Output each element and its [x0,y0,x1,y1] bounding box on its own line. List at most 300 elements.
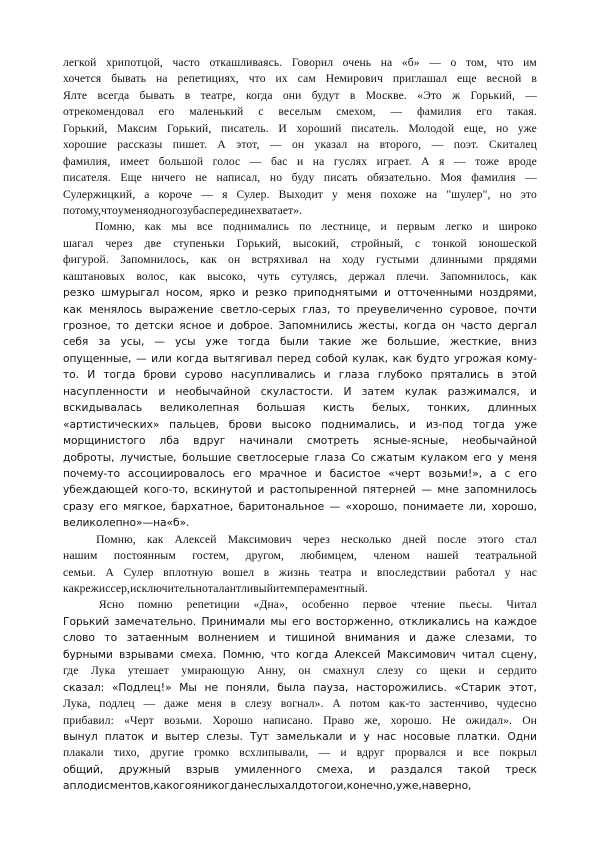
word: «Это [417,88,442,102]
word: Еще [120,171,142,185]
word: тихо, [113,746,140,760]
word: насупливались [230,368,316,382]
word: угрожая [453,351,502,365]
word: смеха, [316,762,354,776]
word: Немирович [325,72,383,86]
word: за [98,335,111,349]
word: тонкой [432,236,467,250]
word: хорошо. [390,713,432,727]
word: сразу [63,499,94,513]
text-line [63,762,537,778]
word: рассказы [117,138,163,152]
word: даже [164,697,189,711]
word: — [142,516,154,530]
word: аплодисментов, [63,779,154,793]
word: и [314,466,322,480]
word: разжимался, [447,384,520,398]
word: того [311,779,337,793]
word: дружный [118,762,171,776]
word: будут [311,88,340,102]
word: темпераментный. [279,582,368,595]
word: как [179,269,196,283]
word: о [450,56,457,69]
word: же, [364,713,381,727]
word: — [201,187,214,201]
word: никогда [197,779,244,793]
word: второго, [379,138,422,152]
word: лба [159,434,180,448]
text-line [63,713,537,729]
word: вынул [63,729,98,743]
word: том, [465,56,488,69]
word: когда [245,88,273,102]
word: «б». [166,516,190,530]
text-line [63,680,537,696]
word: уже, [395,779,422,793]
word: опущенные, [63,351,132,365]
word: что [248,72,266,86]
word: кулак [404,384,438,398]
text-line [63,630,537,646]
word: у [497,450,504,464]
word: светлосерые [236,450,309,464]
word: слыхал [257,779,298,793]
word: другие [149,746,184,760]
word: дней [402,532,427,546]
paragraph [63,597,537,794]
word: — [143,697,156,711]
word: чудесно [496,697,537,711]
word: резко [63,286,95,300]
word: «артистических» [63,417,160,431]
word: мрачное [259,466,307,480]
word: легкой [63,56,97,69]
word: в [263,565,270,579]
word: как [63,302,83,316]
word: менялось [89,302,143,316]
word: не [244,203,256,217]
word: поэт. [453,138,479,152]
word: короче [158,187,193,201]
word: возьми!», [428,466,483,480]
word: Сулержицкий, [63,187,136,201]
word: то. [63,368,80,382]
word: почти [504,302,537,316]
word: Горький, [470,88,515,102]
word: скуластости. [260,384,334,398]
word: замелькали [276,729,343,743]
word: застенчиво, [429,697,488,711]
word: были [280,335,309,349]
word: его [476,105,493,119]
word: Лука, [63,697,91,711]
word: вогнал». [280,697,324,711]
word: — [135,351,147,365]
word: любимцем, [300,549,357,563]
word: хорошо, [491,499,537,513]
word: стал [515,532,537,546]
word: держал [348,269,386,283]
word: смеха. [179,647,217,661]
word: стройный, [350,236,404,250]
word: играет. [376,154,412,168]
word: сурово [184,368,223,382]
word: — [431,138,444,152]
word: и [380,220,387,234]
word: тогда [237,335,270,349]
word: понимаете [402,499,464,513]
word: — [269,138,282,152]
word: умирающую [181,664,245,678]
word: возьми. [163,713,203,727]
word: пятерней [362,483,416,497]
text-line [63,647,537,663]
word: веселым [278,105,322,119]
word: большие [182,450,232,464]
word: будто [416,351,450,365]
word: Не [441,713,456,727]
text-line [63,154,537,170]
word: необычайной [175,384,251,398]
word: я [191,779,198,793]
word: поднимались, [321,417,400,431]
word: ж [452,88,461,102]
word: и [482,220,489,234]
word: начинали [239,434,293,448]
word: писателя. [63,171,111,185]
word: широко [498,220,537,234]
word: или [151,351,172,365]
word: то [524,631,537,645]
word: ожидал». [465,713,513,727]
word: буду [291,171,315,185]
word: хрипотцой, [105,56,163,69]
word: такие [318,335,352,349]
word: Помню, [222,647,265,661]
word: Ялте [63,88,88,102]
word: ясное [179,319,212,332]
word: дергал [497,319,537,332]
word: Горький, [166,121,212,135]
word: платок [104,729,145,743]
word: конечно, [346,779,396,793]
word: нас [376,729,397,743]
word: Выходит [278,187,323,201]
word: носовые [403,729,451,743]
text-line [63,121,537,137]
word: носом, [165,286,203,300]
word: меня [346,187,372,201]
word: но [499,187,512,201]
text-line [63,745,537,761]
word: фамилия [417,105,462,119]
paragraph [63,219,537,531]
word: Моя [440,171,462,185]
word: в [230,697,237,711]
text-line [63,236,537,252]
word: раздался [390,762,443,776]
word: фамилия [471,171,516,185]
word: его [99,499,118,513]
word: и [384,286,391,300]
word: Мы [179,680,197,694]
word: Горький, [236,236,282,250]
word: нашей [426,549,459,563]
word: и [151,729,159,743]
text-line [63,499,537,515]
word: щеки [439,664,467,678]
word: исключительно [130,582,208,595]
word: ярко [209,286,236,300]
word: хорошие [63,138,107,152]
word: писать [323,171,358,185]
word: часто [460,319,492,332]
text-line [63,137,537,153]
word: «хорошо, [345,499,398,513]
word: до [297,779,312,793]
word: Алексей [174,532,217,546]
word: и [323,368,331,382]
word: у [504,565,511,579]
word: отточенными [397,286,473,300]
word: приглашал [392,72,448,86]
word: на [357,138,370,152]
text-line [63,71,537,87]
word: на [153,516,167,530]
word: жесткие, [449,335,502,349]
word: одного [148,203,183,217]
text-line [63,384,537,400]
word: тогда [103,368,136,382]
word: после [437,532,467,546]
word: читал [461,647,495,661]
text-line [63,187,537,203]
word: лучистые, [120,450,177,464]
word: фамилия, [63,154,111,168]
word: пьесы. [459,598,493,612]
text-line [63,482,537,498]
word: замечательно. [114,614,197,628]
word: А [421,154,430,168]
word: что [101,203,118,217]
word: Со [351,450,365,464]
word: поднимались [222,220,290,234]
word: он [441,319,456,332]
text-line [63,729,537,745]
word: то [116,319,129,332]
word: тишиной [285,631,336,645]
word: все [472,746,490,760]
word: в [349,88,356,102]
word: уже [514,417,537,431]
word: ноздрями, [479,286,537,300]
word: сцену, [500,647,537,661]
text-line [63,400,537,416]
word: еще [457,72,477,86]
word: бархатное, [171,499,234,513]
word: членом [373,549,410,563]
word: и [241,286,249,300]
word: на [319,253,331,267]
word: у [331,187,338,201]
word: сутулясь, [290,269,338,283]
word: но [496,121,509,135]
word: впоследствии [376,565,446,579]
word: бывать [111,72,147,86]
word: часто [172,56,200,69]
word: Право [323,713,355,727]
word: мы [171,220,187,234]
word: Скиталец [488,138,537,152]
word: басистое [329,466,381,480]
word: взрывами [119,647,174,661]
text-line [63,88,537,104]
word: он [291,138,305,152]
word: вытягивал [213,351,273,365]
word: не [243,779,258,793]
word: что [496,56,514,69]
word: вроде [508,154,537,168]
word: с [258,105,264,119]
word: они [282,88,302,102]
word: когда [295,647,329,661]
word: когда [403,319,437,332]
word: но [269,171,283,185]
word: а [490,466,497,480]
word: Москве. [365,88,407,102]
word: — [525,88,537,102]
word: большие, [387,335,440,349]
word: усы [175,335,196,349]
word: слезы. [206,729,243,743]
word: кого-то, [143,483,189,497]
word: вдруг [193,434,226,448]
word: у [117,203,124,217]
text-line [63,104,537,120]
word: хороший [296,121,342,135]
text-line [63,302,537,318]
word: и [257,483,265,497]
word: я [222,187,228,201]
word: Максимович [227,532,292,546]
word: мне [437,483,459,497]
word: длинных [487,401,537,415]
word: и [273,582,280,595]
word: великолепная [159,401,240,415]
word: через [105,236,133,250]
word: кисть [322,401,355,415]
word: и [456,746,463,760]
word: «Старик [454,680,502,694]
word: и [530,384,537,398]
word: я [439,154,445,168]
word: — [421,483,432,497]
word: А [217,138,226,152]
word: и [409,417,416,431]
word: уже [517,121,537,135]
word: все [196,220,213,234]
text-line [63,334,537,350]
word: он [298,664,311,678]
word: внимания [344,631,400,645]
word: волос, [136,269,169,283]
word: глаза [314,450,346,464]
word: светло-серых [220,302,296,316]
word: необычайной [462,434,537,448]
word: — [154,335,165,349]
word: пишет. [172,138,208,152]
word: ясные-ясные, [373,434,449,448]
word: шагал [63,236,94,250]
word: хватает». [255,203,303,217]
word: Читал [506,598,537,612]
word: вниз [511,335,537,349]
word: хочется [63,72,102,86]
word: написал, [216,171,261,185]
word: с [415,236,421,250]
word: усы, [120,335,145,349]
text-line [63,548,537,564]
word: как-то [388,697,421,711]
word: умиленного [234,762,302,776]
word: по [299,220,312,234]
word: А [332,697,341,711]
word: зуба [182,203,205,217]
paragraph [63,532,537,598]
word: Он [522,713,537,727]
word: покрыл [499,746,537,760]
word: и [360,565,368,579]
word: на [475,614,489,628]
word: театра [319,565,352,579]
word: тонких, [427,401,470,415]
word: его [518,466,537,480]
word: через [302,532,330,546]
word: преувеличенно [356,302,443,316]
text-line [63,532,537,548]
word: юношеской [478,236,537,250]
word: написано. [262,713,313,727]
word: платки. [457,729,501,743]
word: когда [176,351,209,365]
word: режиссер, [79,582,131,595]
word: театре, [200,88,236,102]
word: этой [511,368,537,382]
word: слезу [245,697,272,711]
word: это [520,187,537,201]
text-line [63,285,537,301]
text-line [63,778,537,794]
word: лестнице, [321,220,371,234]
word: театральной [474,549,537,563]
word: детски [134,319,174,332]
word: убеждающей [63,483,139,497]
word: голос [212,154,241,168]
word: уже [205,335,228,349]
word: другом, [245,549,284,563]
word: то [104,631,118,645]
word: насупленности [63,384,148,398]
text-line [63,219,537,235]
word: кому- [505,351,537,365]
word: тогда [472,417,505,431]
word: в [531,72,537,86]
word: как [392,351,412,365]
word: откашливаясь. [209,56,283,69]
word: себя [63,335,89,349]
word: похоже [380,187,417,201]
word: как [520,269,537,283]
